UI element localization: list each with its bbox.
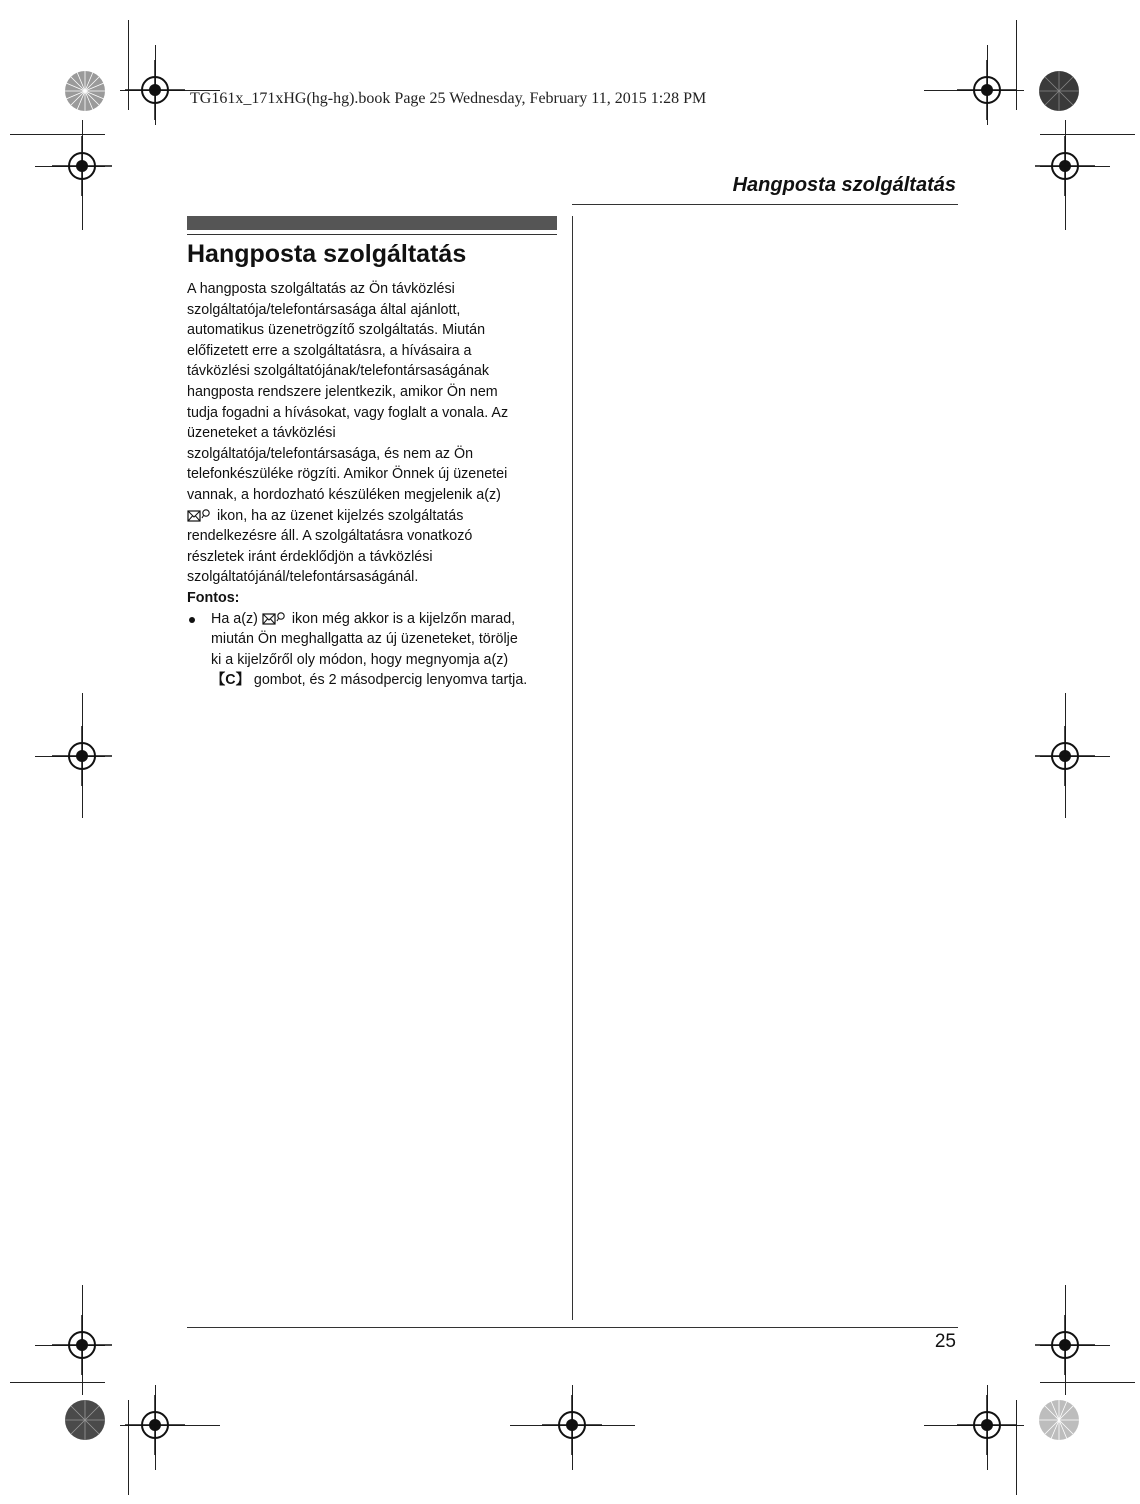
bullet-dot	[189, 617, 195, 623]
column-divider	[572, 216, 573, 1320]
bullet-text: ikon még akkor is a kijelzőn marad,	[291, 610, 516, 627]
registration-target-icon	[47, 721, 117, 791]
body-line: szolgáltatójánál/telefontársaságánál.	[187, 569, 419, 586]
body-line: automatikus üzenetrögzítő szolgáltatás. Miután	[187, 322, 486, 339]
registration-target-icon	[1030, 131, 1100, 201]
registration-target-icon	[47, 1310, 117, 1380]
bullet-line: ki a kijelzőről oly módon, hogy megnyomja a(z)	[211, 651, 509, 668]
body-line: szolgáltatója/telefontársasága, és nem az Ön	[187, 445, 474, 462]
print-slug: TG161x_171xHG(hg-hg).book Page 25 Wednesday, February 11, 2015 1:28 PM	[190, 90, 707, 107]
body-line: tudja fogadni a hívásokat, vagy foglalt a vonala. Az	[187, 404, 509, 421]
starburst-mark-icon	[64, 70, 106, 112]
crop-line	[10, 1382, 105, 1383]
section-bar-rule	[187, 234, 557, 235]
body-line-text: ikon, ha az üzenet kijelzés szolgáltatás	[216, 507, 464, 524]
registration-target-icon	[120, 1390, 190, 1460]
body-line: telefonkészüléke rögzíti. Amikor Önnek új üzenetei	[187, 466, 508, 483]
bullet-line	[211, 670, 559, 691]
body-line: részletek iránt érdeklődjön a távközlési	[187, 548, 433, 565]
header-rule	[572, 204, 958, 205]
voice-message-icon	[187, 508, 211, 523]
section-bar	[187, 216, 557, 230]
body-line: üzeneteket a távközlési	[187, 425, 336, 442]
running-header-title: Hangposta szolgáltatás	[732, 174, 956, 196]
registration-target-icon	[537, 1390, 607, 1460]
footer-rule	[187, 1327, 958, 1328]
body-line-with-icon	[187, 506, 559, 527]
starburst-mark-icon	[64, 1399, 106, 1441]
section-body	[187, 279, 559, 691]
registration-target-icon	[952, 55, 1022, 125]
bullet-line	[211, 609, 559, 630]
crop-line	[1040, 1382, 1135, 1383]
body-line: hangposta rendszere jelentkezik, amikor Ön nem	[187, 383, 498, 400]
bullet-line: miután Ön meghallgatta az új üzeneteket, törölje	[211, 631, 518, 648]
body-line: távközlési szolgáltatójának/telefontársaságának	[187, 363, 490, 380]
bullet-text: Ha a(z)	[211, 610, 258, 627]
section-title: Hangposta szolgáltatás	[187, 240, 467, 268]
body-line: vannak, a hordozható készüléken megjelenik a(z)	[187, 486, 501, 503]
registration-target-icon	[47, 131, 117, 201]
starburst-mark-icon	[1038, 70, 1080, 112]
body-line: rendelkezésre áll. A szolgáltatásra vonatkozó	[187, 528, 473, 545]
registration-target-icon	[1030, 1310, 1100, 1380]
starburst-mark-icon	[1038, 1399, 1080, 1441]
key-c-label: 【C】	[211, 672, 250, 689]
bullet-text: gombot, és 2 másodpercig lenyomva tartja.	[253, 672, 528, 689]
registration-target-icon	[1030, 721, 1100, 791]
body-line: előfizetett erre a szolgáltatásra, a hívásaira a	[187, 342, 472, 359]
registration-target-icon	[952, 1390, 1022, 1460]
registration-target-icon	[120, 55, 190, 125]
body-line: szolgáltatója/telefontársasága által ajánlott,	[187, 301, 461, 318]
page-number: 25	[934, 1331, 956, 1352]
important-label: Fontos:	[187, 589, 240, 606]
voice-message-icon	[262, 611, 286, 626]
bullet-item	[187, 609, 559, 691]
body-line: A hangposta szolgáltatás az Ön távközlési	[187, 281, 455, 297]
